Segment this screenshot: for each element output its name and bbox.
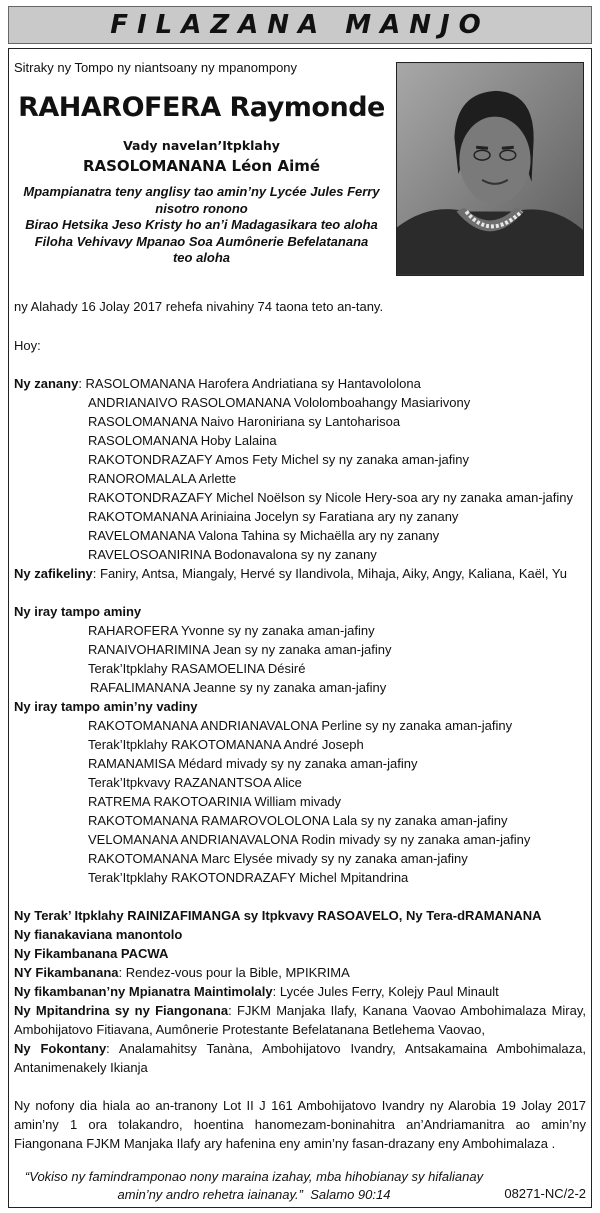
churches-paragraph: Ny Mpitandrina sy ny Fiangonana: FJKM Manjaka Ilafy, Kanana Vaovao Ambohimalaza Miray, Ambohijatovo Fitiavana, Aumônerie Protestante Befelatanana Betlehema Vaovao, [14, 1003, 587, 1037]
hoy-label: Hoy: [14, 338, 41, 353]
role-line: nisotro ronono [155, 200, 248, 216]
deceased-name: RAHAROFERA Raymonde [18, 92, 385, 123]
ad-reference: 08271-NC/2-2 [504, 1186, 586, 1201]
family-line: Ny fianakaviana manontolo [14, 927, 183, 942]
child-item: ANDRIANAIVO RASOLOMANANA Vololomboahangy Masiarivony [88, 395, 471, 410]
inlaws-label: Ny iray tampo amin’ny vadiny [14, 699, 198, 714]
death-line: ny Alahady 16 Jolay 2017 rehefa nivahiny 74 taona teto an-tany. [14, 299, 384, 314]
grandchildren-list: Faniry, Antsa, Miangaly, Hervé sy Ilandivola, Mihaja, Aiky, Angy, Kaliana, Kaël, Yu [100, 566, 568, 581]
header-banner [8, 6, 592, 44]
role-line: Birao Hetsika Jeso Kristy ho an’i Madagasikara teo aloha [25, 217, 378, 232]
inlaw-item: RAMANAMISA Médard mivady sy ny zanaka aman-jafiny [88, 756, 418, 771]
funeral-paragraph: Ny nofony dia hiala ao an-tranony Lot II J 161 Ambohijatovo Ivandry ny Alarobia 19 Jolay 2017 amin’ny 1 ora tolakandro, hoentina hanomezam-boninahitra an’Andriamanitra ao amin’ny Fiangonana FJKM Manjaka Ilafy ary hafenina eny amin’ny fasan-drazany eny Ambohimalaza . [14, 1098, 586, 1151]
inlaw-item: Terak’Itpklahy RAKOTONDRAZAFY Michel Mpitandrina [88, 870, 409, 885]
child-item: RAKOTONDRAZAFY Michel Noëlson sy Nicole Hery-soa ary ny zanaka aman-jafiny [88, 490, 574, 505]
inlaw-item: RAKOTOMANANA RAMAROVOLOLONA Lala sy ny zanaka aman-jafiny [88, 813, 508, 828]
children-block: Ny zanany: RASOLOMANANA Harofera Andriatiana sy Hantavololona [14, 376, 421, 391]
sibling-item: RANAIVOHARIMINA Jean sy ny zanaka aman-jafiny [88, 642, 392, 657]
inlaw-item: RAKOTOMANANA Marc Elysée mivady sy ny zanaka aman-jafiny [88, 851, 468, 866]
child-item: RANOROMALALA Arlette [88, 471, 237, 486]
sibling-item: Terak’Itpklahy RASAMOELINA Désiré [88, 661, 306, 676]
child-item: RAKOTOMANANA Ariniaina Jocelyn sy Faratiana ary ny zanany [88, 509, 459, 524]
child-item: RASOLOMANANA Naivo Haroniriana sy Lantoharisoa [88, 414, 401, 429]
quote-reference: Salamo 90:14 [310, 1187, 391, 1202]
role-line: teo aloha [172, 250, 231, 265]
sibling-item: RAHAROFERA Yvonne sy ny zanaka aman-jafiny [88, 623, 375, 638]
spouse-label: Vady navelan’Itpklahy [123, 138, 280, 153]
fokontany-paragraph: Ny Fokontany: Analamahitsy Tanàna, Ambohijatovo Ivandry, Antsakamaina Ambohimalaza, Antanimenakely Ikianja [14, 1041, 586, 1075]
banner-title: FILAZANA MANJO [110, 10, 490, 40]
bible-quote [14, 1168, 494, 1204]
sibling-item: RAFALIMANANA Jeanne sy ny zanaka aman-jafiny [90, 680, 387, 695]
child-item: RAVELOSOANIRINA Bodonavalona sy ny zanany [88, 547, 377, 562]
inlaw-item: Terak’Itpklahy RAKOTOMANANA André Joseph [88, 737, 364, 752]
inlaw-item: RATREMA RAKOTOARINIA William mivady [88, 794, 342, 809]
roles-block [14, 184, 389, 267]
inlaw-item: Terak’Itpkvavy RAZANANTSOA Alice [88, 775, 302, 790]
grandchildren-label: Ny zafikeliny [14, 566, 93, 581]
role-line: Filoha Vehivavy Mpanao Soa Aumônerie Befelatanana [34, 233, 369, 249]
siblings-label: Ny iray tampo aminy [14, 604, 142, 619]
quote-line: amin’ny andro rehetra iainanay.” Salamo 90:14 [117, 1187, 391, 1202]
children-label: Ny zanany [14, 376, 79, 391]
grandchildren-block: Ny zafikeliny: Faniry, Antsa, Miangaly, Hervé sy Ilandivola, Mihaja, Aiky, Angy, Kaliana, Kaël, Yu [14, 566, 568, 581]
role-line: Mpampianatra teny anglisy tao amin’ny Lycée Jules Ferry [23, 184, 380, 199]
association-line: NY Fikambanana: Rendez-vous pour la Bible, MPIKRIMA [14, 965, 350, 980]
family-line: Ny Terak’ Itpklahy RAINIZAFIMANGA sy Itpkvavy RASOAVELO, Ny Tera-dRAMANANA [14, 908, 542, 923]
family-line: Ny Fikambanana PACWA [14, 946, 169, 961]
child-item: RAKOTONDRAZAFY Amos Fety Michel sy ny zanaka aman-jafiny [88, 452, 469, 467]
students-association-line: Ny fikambanan’ny Mpianatra Maintimolaly: Lycée Jules Ferry, Kolejy Paul Minault [14, 984, 499, 999]
intro-line: Sitraky ny Tompo ny niantsoany ny mpanompony [14, 60, 298, 75]
child-item: RASOLOMANANA Hoby Lalaina [88, 433, 277, 448]
portrait-photo [396, 62, 584, 276]
portrait-image [397, 63, 583, 275]
inlaw-item: RAKOTOMANANA ANDRIANAVALONA Perline sy ny zanaka aman-jafiny [88, 718, 513, 733]
inlaw-item: VELOMANANA ANDRIANAVALONA Rodin mivady sy ny zanaka aman-jafiny [88, 832, 531, 847]
child-item: RAVELOMANANA Valona Tahina sy Michaëlla ary ny zanany [88, 528, 440, 543]
child-item: RASOLOMANANA Harofera Andriatiana sy Hantavololona [85, 376, 421, 391]
quote-line: “Vokiso ny famindramponao nony maraina izahay, mba hihobianay sy hifalianay [24, 1169, 484, 1184]
spouse-name: RASOLOMANANA Léon Aimé [82, 157, 321, 175]
